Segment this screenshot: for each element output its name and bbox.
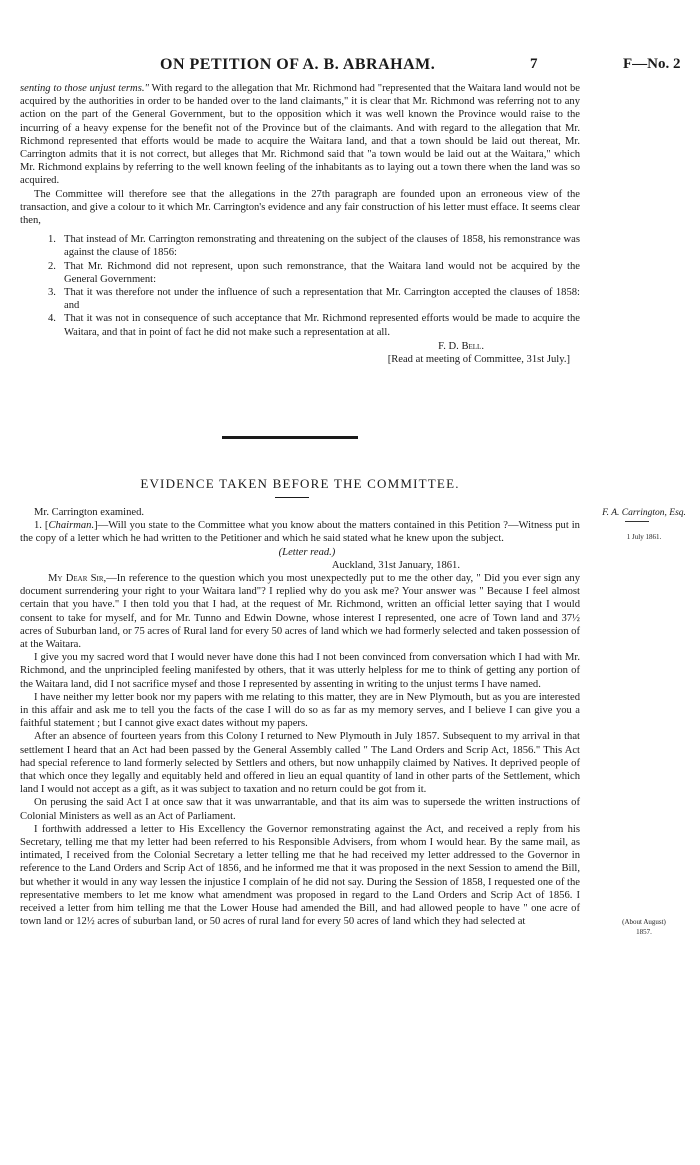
section-divider [222, 436, 358, 439]
title-underline [275, 497, 309, 498]
evidence-section [20, 506, 580, 929]
letter-paragraph: I give you my sacred word that I would never have done this had I not been convinced from conversation which I had with Mr. Richmond, and the unprincipled feeling manifested by others, that it was utterly helpless for me to think of getting any portion of the Waitara land, did I not sacrifice mysef and those I represented by assenting in writing to the unjust terms I have named. [20, 652, 580, 690]
letter-paragraph: I have neither my letter book nor my papers with me relating to this matter, they are in New Plymouth, but as you are interested in this affair and ask me to tell you the facts of the case I will do so as far as my memory serves, and I believe I can give you a faithful statement ; but I cannot give exact dates without my papers. [20, 691, 580, 730]
list-number: 1. [48, 234, 56, 246]
margin-witness-name: F. A. Carrington, Esq. [602, 508, 686, 518]
list-text: That it was therefore not under the influence of such a representation that Mr. Carrington accepted the clauses of 1858: and [64, 287, 580, 312]
page-number: 7 [530, 56, 538, 72]
letter-paragraph: I forthwith addressed a letter to His Excellency the Governor remonstrating against the Act, and received a reply from his Secretary, telling me that my letter had been referred to his Responsible Advisers, from whom I would hear. By the same mail, as intimated, I received from the Colonial Secretary a letter telling me that he had received my letter addressed to the Governor in reference to the Land Orders and Scrip Act of 1856, and he informed me that it was proposed in the next Session to amend the Bill, but whether it would in any way lessen the injustice I complain of he did not say. During the Session of 1858, I requested one of the representative members to let me know what amendment was proposed in regard to the Land Orders and Scrip Act of 1856. I received a letter from him telling me that the Lower House had amended the Bill, and had allowed people to have " one acre of town land or 12½ acres of suburban land, or 50 acres of rural land for every 50 acres of land which they had selected at [20, 823, 580, 928]
question-text: ]—Will you state to the Committee what you know about the matters contained in this Petition ?—Witness put in the copy of a letter which he had written to the Petitioner and which he said stated what he knew upon the subject. [20, 520, 580, 545]
list-number: 3. [48, 287, 56, 299]
letter-paragraph [20, 572, 580, 651]
document-reference: F—No. 2 [623, 56, 681, 72]
margin-date: 1 July 1861. [626, 533, 662, 541]
question-speaker: Chairman. [48, 520, 95, 532]
conclusions-list [20, 233, 580, 339]
page-header [0, 56, 700, 76]
letter-salutation: My Dear Sir, [48, 573, 107, 585]
list-text: That instead of Mr. Carrington remonstrating and threatening on the subject of the clauses of 1858, his remonstrance was against the clause of 1856: [64, 234, 580, 259]
list-item [20, 260, 580, 286]
report-paragraph [20, 82, 580, 188]
letter-text: —In reference to the question which you most unexpectedly put to me the other day, " Did you ever sign any document surrendering your right to your Waitara land"? I replied why do you ask me? Your answer was " Because I feel almost certain that you have." I then told you that I had, at the request of Mr. Richmond, written an official letter saying that I would consent to take for myself, and for Mr. Tunno and Edwin Downe, whose interest I represented, one acre of Town land and 37½ acres of Suburban land, or 75 acres of Rural land for every 50 acres of land which we had formerly selected and taken possession of at the Waitara. [20, 573, 580, 651]
margin-rule [625, 521, 649, 522]
report-section [20, 82, 580, 366]
opening-fragment: senting to those unjust terms." [20, 83, 149, 94]
list-item [20, 233, 580, 259]
list-number: 2. [48, 260, 56, 272]
running-title: ON PETITION OF A. B. ABRAHAM. [160, 56, 436, 73]
margin-about-date: (About August) 1857. [622, 918, 666, 936]
letter-paragraph: On perusing the said Act I at once saw that it was unwarrantable, and that its aim was to supersede the written instructions of Colonial Ministers as well as an Act of Parliament. [20, 797, 580, 822]
list-item [20, 286, 580, 312]
signature: F. D. Bell. [438, 340, 484, 352]
list-text: That it was not in consequence of such acceptance that Mr. Richmond represented efforts would be made to acquire the Waitara, and that in point of fact he did not make such a representation at all. [64, 313, 580, 338]
letter-paragraph: After an absence of fourteen years from this Colony I returned to New Plymouth in July 1857. Subsequent to my arrival in that settlement I heard that an Act had been passed by the General Assembly called " The Land Orders and Scrip Act, 1856." This Act had special reference to land formerly selected by Settlers and others, but now unhappily claimed by Natives. It deprived people of that which once they legally and equitably held and offered in lieu an equal quantity of land in other parts of the Settlement, which land I would not accept as a gift, as it was subject to taxation and no return could be got from it. [20, 731, 580, 796]
question-paragraph: 1. [Chairman.]—Will you state to the Committee what you know about the matters contained in this Petition ?—Witness put in the copy of a letter which he had written to the Petitioner and which he said stated what he knew upon the subject. [20, 520, 580, 545]
read-at-note: [Read at meeting of Committee, 31st July.] [387, 354, 570, 366]
list-item [20, 312, 580, 338]
letter-read-note: (Letter read.) [278, 546, 336, 558]
question-number: 1. [34, 520, 42, 532]
list-text: That Mr. Richmond did not represent, upon such remonstrance, that the Waitara land would not be acquired by the General Government: [64, 260, 580, 285]
letter-dateline: Auckland, 31st January, 1861. [331, 559, 460, 571]
section-title: EVIDENCE TAKEN BEFORE THE COMMITTEE. [140, 476, 460, 491]
witness-examined: Mr. Carrington examined. [34, 507, 145, 518]
conclusion-paragraph: The Committee will therefore see that the allegations in the 27th paragraph are founded upon an erroneous view of the transaction, and give a colour to it which Mr. Carrington's evidence and any fair construction of his letter must efface. It seems clear then, [20, 188, 580, 227]
list-number: 4. [48, 313, 56, 325]
opening-text: With regard to the allegation that Mr. Richmond had "represented that the Waitara land would not be acquired by the authorities in order to be handed over to the land claimants," it is clear that Mr. Richmond was referring not to any action on the part of the General Government, but to the opposition which it was well known the Province would raise to the incurring of a heavy expense for the benefit not of the Province but of the claimants. And with regard to the allegation that Mr. Richmond represented that efforts would be made to acquire the Waitara land, and that a town should be laid out thereat, Mr. Carrington admits that it is not correct, but alleges that Mr. Richmond said that "a town would be laid out at the Waitara," which Mr. Richmond explains by referring to the well known feeling of the inhabitants as to laying out a town there when the land was so acquired. [20, 83, 580, 187]
